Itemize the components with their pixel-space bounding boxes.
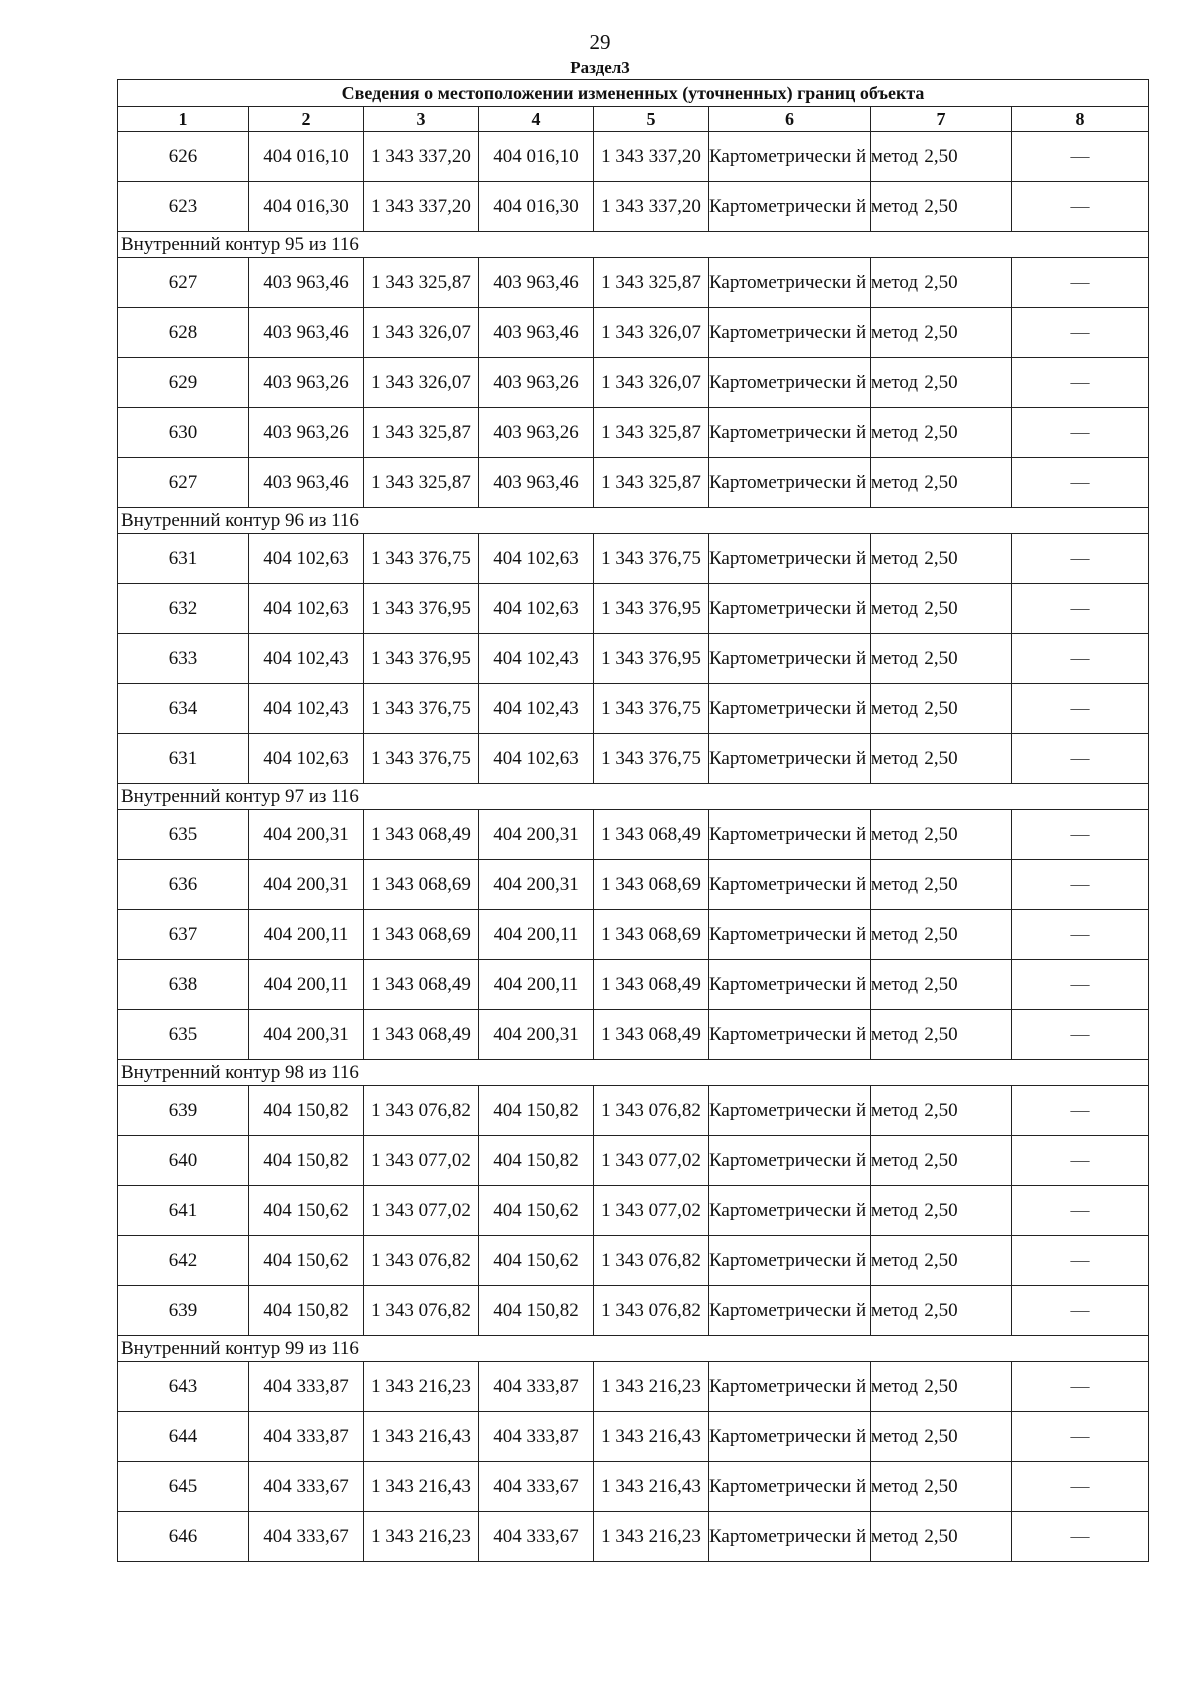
x-coord-cell: 404 102,63: [249, 584, 364, 634]
y-coord-cell: 1 343 216,43: [364, 1462, 479, 1512]
x-coord-cell: 403 963,26: [249, 408, 364, 458]
y-coord-cell: 1 343 325,87: [364, 458, 479, 508]
method-cell: Картометрически й метод: [709, 1512, 871, 1562]
accuracy-cell: 2,50: [871, 860, 1012, 910]
method-cell: Картометрически й метод: [709, 534, 871, 584]
x-coord-cell: 404 200,11: [249, 960, 364, 1010]
method-cell: Картометрически й метод: [709, 1236, 871, 1286]
x-coord-cell: 403 963,26: [479, 408, 594, 458]
y-coord-cell: 1 343 216,23: [594, 1362, 709, 1412]
table-row: [118, 1512, 1149, 1562]
column-number-row: [118, 107, 1149, 132]
x-coord-cell: 404 150,82: [479, 1136, 594, 1186]
accuracy-cell: 2,50: [871, 1362, 1012, 1412]
dash-cell: —: [1012, 634, 1149, 684]
table-row: [118, 860, 1149, 910]
table-row: [118, 684, 1149, 734]
table-row: [118, 1362, 1149, 1412]
x-coord-cell: 404 333,87: [479, 1412, 594, 1462]
point-number-cell: 640: [118, 1136, 249, 1186]
dash-cell: —: [1012, 534, 1149, 584]
x-coord-cell: 404 150,82: [249, 1286, 364, 1336]
y-coord-cell: 1 343 376,75: [594, 684, 709, 734]
point-number-cell: 631: [118, 534, 249, 584]
contour-label: Внутренний контур 97 из 116: [118, 784, 1149, 810]
point-number-cell: 638: [118, 960, 249, 1010]
x-coord-cell: 404 200,31: [249, 1010, 364, 1060]
x-coord-cell: 403 963,46: [479, 458, 594, 508]
y-coord-cell: 1 343 337,20: [594, 132, 709, 182]
dash-cell: —: [1012, 408, 1149, 458]
accuracy-cell: 2,50: [871, 1236, 1012, 1286]
method-cell: Картометрически й метод: [709, 408, 871, 458]
contour-label: Внутренний контур 98 из 116: [118, 1060, 1149, 1086]
table-row: [118, 634, 1149, 684]
y-coord-cell: 1 343 326,07: [594, 358, 709, 408]
method-cell: Картометрически й метод: [709, 734, 871, 784]
x-coord-cell: 404 102,63: [479, 734, 594, 784]
point-number-cell: 623: [118, 182, 249, 232]
x-coord-cell: 404 200,31: [479, 1010, 594, 1060]
table-row: [118, 1462, 1149, 1512]
column-number: 5: [594, 107, 709, 132]
x-coord-cell: 404 150,62: [249, 1186, 364, 1236]
y-coord-cell: 1 343 325,87: [594, 408, 709, 458]
table-row: [118, 810, 1149, 860]
method-cell: Картометрически й метод: [709, 308, 871, 358]
accuracy-cell: 2,50: [871, 1286, 1012, 1336]
table-title-row: [118, 80, 1149, 107]
point-number-cell: 643: [118, 1362, 249, 1412]
x-coord-cell: 404 102,43: [249, 684, 364, 734]
y-coord-cell: 1 343 216,43: [594, 1462, 709, 1512]
table-title: Сведения о местоположении измененных (уточненных) границ объекта: [118, 80, 1149, 107]
method-cell: Картометрически й метод: [709, 1086, 871, 1136]
point-number-cell: 646: [118, 1512, 249, 1562]
point-number-cell: 635: [118, 1010, 249, 1060]
point-number-cell: 639: [118, 1286, 249, 1336]
y-coord-cell: 1 343 326,07: [594, 308, 709, 358]
point-number-cell: 641: [118, 1186, 249, 1236]
dash-cell: —: [1012, 1412, 1149, 1462]
table-row: [118, 1186, 1149, 1236]
x-coord-cell: 404 333,87: [249, 1412, 364, 1462]
point-number-cell: 627: [118, 458, 249, 508]
x-coord-cell: 404 333,67: [479, 1462, 594, 1512]
x-coord-cell: 404 200,11: [249, 910, 364, 960]
point-number-cell: 631: [118, 734, 249, 784]
y-coord-cell: 1 343 068,49: [594, 810, 709, 860]
section-label: Раздел3: [570, 58, 630, 77]
y-coord-cell: 1 343 337,20: [364, 132, 479, 182]
contour-header-row: [118, 1060, 1149, 1086]
dash-cell: —: [1012, 860, 1149, 910]
table-row: [118, 910, 1149, 960]
accuracy-cell: 2,50: [871, 960, 1012, 1010]
accuracy-cell: 2,50: [871, 734, 1012, 784]
y-coord-cell: 1 343 326,07: [364, 358, 479, 408]
x-coord-cell: 403 963,46: [249, 258, 364, 308]
column-number: 6: [709, 107, 871, 132]
dash-cell: —: [1012, 1512, 1149, 1562]
dash-cell: —: [1012, 1462, 1149, 1512]
y-coord-cell: 1 343 068,69: [594, 860, 709, 910]
x-coord-cell: 404 200,31: [479, 810, 594, 860]
method-cell: Картометрически й метод: [709, 860, 871, 910]
y-coord-cell: 1 343 376,75: [364, 734, 479, 784]
y-coord-cell: 1 343 076,82: [364, 1286, 479, 1336]
dash-cell: —: [1012, 584, 1149, 634]
x-coord-cell: 404 333,67: [249, 1462, 364, 1512]
y-coord-cell: 1 343 076,82: [594, 1286, 709, 1336]
accuracy-cell: 2,50: [871, 1136, 1012, 1186]
method-cell: Картометрически й метод: [709, 458, 871, 508]
x-coord-cell: 404 016,30: [249, 182, 364, 232]
method-cell: Картометрически й метод: [709, 1462, 871, 1512]
x-coord-cell: 403 963,46: [479, 258, 594, 308]
x-coord-cell: 404 016,30: [479, 182, 594, 232]
x-coord-cell: 404 200,11: [479, 960, 594, 1010]
x-coord-cell: 404 102,43: [479, 684, 594, 734]
x-coord-cell: 404 200,31: [479, 860, 594, 910]
table-row: [118, 1010, 1149, 1060]
table-body: [118, 132, 1149, 1562]
accuracy-cell: 2,50: [871, 910, 1012, 960]
dash-cell: —: [1012, 910, 1149, 960]
method-cell: Картометрически й метод: [709, 910, 871, 960]
table-row: [118, 1286, 1149, 1336]
accuracy-cell: 2,50: [871, 258, 1012, 308]
method-cell: Картометрически й метод: [709, 358, 871, 408]
y-coord-cell: 1 343 077,02: [594, 1186, 709, 1236]
x-coord-cell: 404 333,87: [249, 1362, 364, 1412]
dash-cell: —: [1012, 1286, 1149, 1336]
y-coord-cell: 1 343 376,75: [594, 534, 709, 584]
x-coord-cell: 404 102,43: [249, 634, 364, 684]
table-row: [118, 132, 1149, 182]
table-row: [118, 408, 1149, 458]
x-coord-cell: 403 963,26: [249, 358, 364, 408]
x-coord-cell: 404 150,82: [249, 1136, 364, 1186]
method-cell: Картометрически й метод: [709, 634, 871, 684]
y-coord-cell: 1 343 216,23: [364, 1362, 479, 1412]
x-coord-cell: 404 102,63: [249, 534, 364, 584]
y-coord-cell: 1 343 068,69: [364, 910, 479, 960]
y-coord-cell: 1 343 068,49: [594, 1010, 709, 1060]
column-number: 2: [249, 107, 364, 132]
x-coord-cell: 404 150,62: [479, 1236, 594, 1286]
dash-cell: —: [1012, 1186, 1149, 1236]
dash-cell: —: [1012, 684, 1149, 734]
method-cell: Картометрически й метод: [709, 1286, 871, 1336]
accuracy-cell: 2,50: [871, 182, 1012, 232]
point-number-cell: 645: [118, 1462, 249, 1512]
dash-cell: —: [1012, 1136, 1149, 1186]
table-row: [118, 960, 1149, 1010]
x-coord-cell: 404 200,11: [479, 910, 594, 960]
point-number-cell: 636: [118, 860, 249, 910]
point-number-cell: 637: [118, 910, 249, 960]
y-coord-cell: 1 343 068,49: [364, 810, 479, 860]
table-row: [118, 584, 1149, 634]
contour-header-row: [118, 784, 1149, 810]
method-cell: Картометрически й метод: [709, 1186, 871, 1236]
x-coord-cell: 404 333,67: [479, 1512, 594, 1562]
x-coord-cell: 404 102,63: [479, 584, 594, 634]
contour-label: Внутренний контур 96 из 116: [118, 508, 1149, 534]
dash-cell: —: [1012, 1086, 1149, 1136]
x-coord-cell: 404 016,10: [479, 132, 594, 182]
table-row: [118, 1136, 1149, 1186]
table-row: [118, 1236, 1149, 1286]
contour-label: Внутренний контур 99 из 116: [118, 1336, 1149, 1362]
y-coord-cell: 1 343 077,02: [364, 1186, 479, 1236]
method-cell: Картометрически й метод: [709, 132, 871, 182]
accuracy-cell: 2,50: [871, 1512, 1012, 1562]
column-number: 7: [871, 107, 1012, 132]
accuracy-cell: 2,50: [871, 408, 1012, 458]
point-number-cell: 628: [118, 308, 249, 358]
y-coord-cell: 1 343 077,02: [364, 1136, 479, 1186]
x-coord-cell: 404 150,82: [249, 1086, 364, 1136]
column-number: 1: [118, 107, 249, 132]
y-coord-cell: 1 343 076,82: [364, 1236, 479, 1286]
y-coord-cell: 1 343 325,87: [364, 258, 479, 308]
y-coord-cell: 1 343 325,87: [364, 408, 479, 458]
accuracy-cell: 2,50: [871, 1186, 1012, 1236]
point-number-cell: 629: [118, 358, 249, 408]
dash-cell: —: [1012, 1362, 1149, 1412]
x-coord-cell: 404 333,87: [479, 1362, 594, 1412]
y-coord-cell: 1 343 077,02: [594, 1136, 709, 1186]
point-number-cell: 639: [118, 1086, 249, 1136]
y-coord-cell: 1 343 376,95: [594, 584, 709, 634]
column-number: 3: [364, 107, 479, 132]
table-row: [118, 182, 1149, 232]
y-coord-cell: 1 343 076,82: [364, 1086, 479, 1136]
y-coord-cell: 1 343 376,95: [364, 584, 479, 634]
x-coord-cell: 403 963,46: [479, 308, 594, 358]
accuracy-cell: 2,50: [871, 132, 1012, 182]
y-coord-cell: 1 343 326,07: [364, 308, 479, 358]
y-coord-cell: 1 343 376,75: [594, 734, 709, 784]
accuracy-cell: 2,50: [871, 810, 1012, 860]
method-cell: Картометрически й метод: [709, 1362, 871, 1412]
point-number-cell: 635: [118, 810, 249, 860]
contour-header-row: [118, 1336, 1149, 1362]
contour-label: Внутренний контур 95 из 116: [118, 232, 1149, 258]
point-number-cell: 632: [118, 584, 249, 634]
page-number: 29: [589, 30, 611, 54]
column-number: 4: [479, 107, 594, 132]
contour-header-row: [118, 508, 1149, 534]
accuracy-cell: 2,50: [871, 358, 1012, 408]
accuracy-cell: 2,50: [871, 308, 1012, 358]
y-coord-cell: 1 343 068,69: [364, 860, 479, 910]
method-cell: Картометрически й метод: [709, 182, 871, 232]
dash-cell: —: [1012, 258, 1149, 308]
table-row: [118, 258, 1149, 308]
dash-cell: —: [1012, 1236, 1149, 1286]
x-coord-cell: 404 150,82: [479, 1086, 594, 1136]
y-coord-cell: 1 343 337,20: [364, 182, 479, 232]
dash-cell: —: [1012, 810, 1149, 860]
x-coord-cell: 404 102,63: [249, 734, 364, 784]
dash-cell: —: [1012, 458, 1149, 508]
accuracy-cell: 2,50: [871, 1462, 1012, 1512]
point-number-cell: 642: [118, 1236, 249, 1286]
x-coord-cell: 403 963,46: [249, 458, 364, 508]
x-coord-cell: 404 200,31: [249, 860, 364, 910]
y-coord-cell: 1 343 068,49: [594, 960, 709, 1010]
dash-cell: —: [1012, 182, 1149, 232]
method-cell: Картометрически й метод: [709, 1412, 871, 1462]
table-row: [118, 458, 1149, 508]
x-coord-cell: 404 150,82: [479, 1286, 594, 1336]
point-number-cell: 627: [118, 258, 249, 308]
method-cell: Картометрически й метод: [709, 1136, 871, 1186]
x-coord-cell: 404 333,67: [249, 1512, 364, 1562]
accuracy-cell: 2,50: [871, 458, 1012, 508]
dash-cell: —: [1012, 308, 1149, 358]
y-coord-cell: 1 343 068,49: [364, 1010, 479, 1060]
dash-cell: —: [1012, 960, 1149, 1010]
y-coord-cell: 1 343 376,95: [594, 634, 709, 684]
y-coord-cell: 1 343 216,23: [364, 1512, 479, 1562]
column-number: 8: [1012, 107, 1149, 132]
contour-header-row: [118, 232, 1149, 258]
method-cell: Картометрически й метод: [709, 258, 871, 308]
y-coord-cell: 1 343 076,82: [594, 1236, 709, 1286]
point-number-cell: 633: [118, 634, 249, 684]
table-row: [118, 358, 1149, 408]
y-coord-cell: 1 343 376,75: [364, 534, 479, 584]
accuracy-cell: 2,50: [871, 1412, 1012, 1462]
point-number-cell: 630: [118, 408, 249, 458]
accuracy-cell: 2,50: [871, 684, 1012, 734]
y-coord-cell: 1 343 325,87: [594, 258, 709, 308]
method-cell: Картометрически й метод: [709, 684, 871, 734]
dash-cell: —: [1012, 132, 1149, 182]
point-number-cell: 644: [118, 1412, 249, 1462]
y-coord-cell: 1 343 216,43: [364, 1412, 479, 1462]
y-coord-cell: 1 343 068,49: [364, 960, 479, 1010]
x-coord-cell: 404 102,43: [479, 634, 594, 684]
y-coord-cell: 1 343 216,43: [594, 1412, 709, 1462]
y-coord-cell: 1 343 376,75: [364, 684, 479, 734]
y-coord-cell: 1 343 337,20: [594, 182, 709, 232]
y-coord-cell: 1 343 068,69: [594, 910, 709, 960]
x-coord-cell: 404 150,62: [249, 1236, 364, 1286]
method-cell: Картометрически й метод: [709, 1010, 871, 1060]
x-coord-cell: 404 200,31: [249, 810, 364, 860]
method-cell: Картометрически й метод: [709, 960, 871, 1010]
accuracy-cell: 2,50: [871, 534, 1012, 584]
accuracy-cell: 2,50: [871, 584, 1012, 634]
point-number-cell: 634: [118, 684, 249, 734]
x-coord-cell: 403 963,46: [249, 308, 364, 358]
table-row: [118, 1412, 1149, 1462]
table-row: [118, 534, 1149, 584]
x-coord-cell: 404 150,62: [479, 1186, 594, 1236]
x-coord-cell: 404 016,10: [249, 132, 364, 182]
x-coord-cell: 404 102,63: [479, 534, 594, 584]
method-cell: Картометрически й метод: [709, 810, 871, 860]
accuracy-cell: 2,50: [871, 1010, 1012, 1060]
dash-cell: —: [1012, 1010, 1149, 1060]
boundary-coordinates-table: [117, 79, 1149, 1562]
accuracy-cell: 2,50: [871, 1086, 1012, 1136]
table-row: [118, 1086, 1149, 1136]
x-coord-cell: 403 963,26: [479, 358, 594, 408]
y-coord-cell: 1 343 216,23: [594, 1512, 709, 1562]
dash-cell: —: [1012, 734, 1149, 784]
y-coord-cell: 1 343 376,95: [364, 634, 479, 684]
dash-cell: —: [1012, 358, 1149, 408]
point-number-cell: 626: [118, 132, 249, 182]
method-cell: Картометрически й метод: [709, 584, 871, 634]
table-row: [118, 308, 1149, 358]
y-coord-cell: 1 343 076,82: [594, 1086, 709, 1136]
accuracy-cell: 2,50: [871, 634, 1012, 684]
y-coord-cell: 1 343 325,87: [594, 458, 709, 508]
table-row: [118, 734, 1149, 784]
